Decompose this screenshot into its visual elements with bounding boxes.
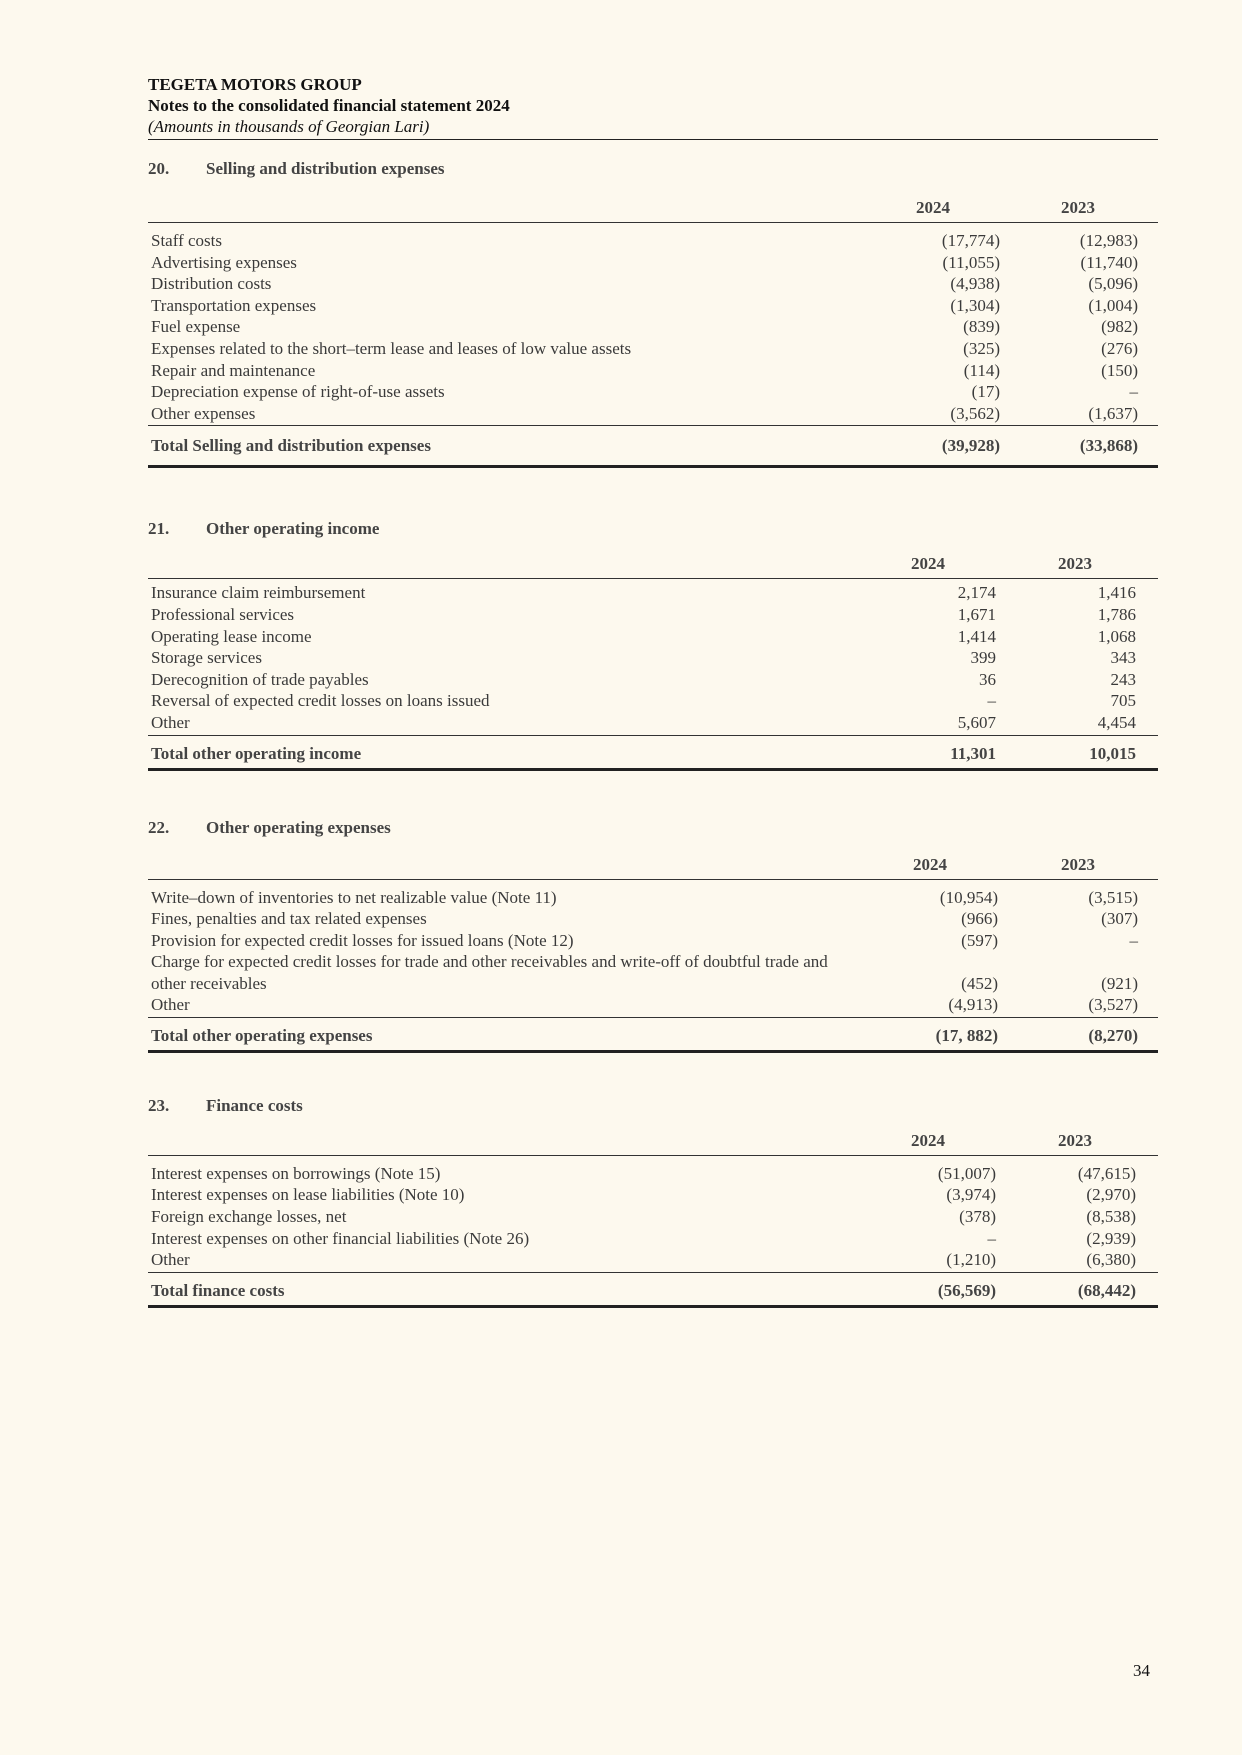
total-label: Total Selling and distribution expenses (151, 436, 431, 456)
table-row (148, 295, 1158, 317)
table-row (148, 1184, 1158, 1206)
table-row (148, 252, 1158, 274)
row-label: Fuel expense (151, 317, 241, 337)
table-row (148, 1163, 1158, 1185)
table-row (148, 582, 1158, 604)
total-row (148, 425, 1158, 468)
value-2024: (3,974) (946, 1185, 996, 1205)
table-row (148, 1206, 1158, 1228)
table-row (148, 604, 1158, 626)
value-2023: (150) (1101, 360, 1138, 380)
value-2023: (2,970) (1086, 1185, 1136, 1205)
value-2023: (307) (1101, 909, 1138, 929)
section-title (148, 518, 1158, 540)
value-2024: (17,774) (941, 231, 1000, 250)
table-rows (148, 880, 1158, 1017)
notes-title: Notes to the consolidated financial statement 2024 (148, 96, 510, 115)
value-2024: – (987, 1228, 996, 1248)
value-2024: (325) (963, 338, 1000, 358)
value-2024: (17) (971, 382, 1000, 402)
value-2024: (966) (961, 909, 998, 929)
table-row (148, 316, 1158, 338)
table-row (148, 403, 1158, 425)
section-finance-costs (148, 1095, 1158, 1308)
value-2024: (1,304) (950, 295, 1000, 315)
total-2023: (68,442) (1077, 1280, 1136, 1300)
table-row (148, 690, 1158, 712)
total-label: Total finance costs (151, 1280, 285, 1300)
total-2024: (17, 882) (935, 1025, 998, 1045)
total-2023: 10,015 (1089, 743, 1136, 763)
value-2024: (114) (963, 360, 1000, 380)
value-2023: (276) (1101, 338, 1138, 358)
value-2023: (3,515) (1088, 887, 1138, 907)
row-label: Interest expenses on borrowings (Note 15) (151, 1163, 441, 1183)
row-label: Fines, penalties and tax related expenses (151, 909, 427, 929)
row-label: Other (151, 995, 190, 1015)
year-2023: 2023 (1061, 854, 1095, 874)
total-2023: (33,868) (1079, 436, 1138, 456)
row-label: Storage services (151, 648, 262, 668)
table-row (148, 626, 1158, 648)
value-2023: (1,004) (1088, 295, 1138, 315)
row-label: Depreciation expense of right-of-use assets (151, 382, 445, 402)
page-number: 34 (1133, 1661, 1150, 1680)
value-2024: 2,174 (957, 583, 996, 603)
year-2023: 2023 (1058, 554, 1092, 574)
table-row (148, 887, 1158, 909)
section-heading: Finance costs (206, 1095, 303, 1115)
year-header (148, 1131, 1158, 1156)
table-row (148, 338, 1158, 360)
year-2023: 2023 (1058, 1130, 1092, 1150)
value-2024: 36 (979, 669, 996, 689)
row-label: Staff costs (151, 231, 222, 250)
value-2024: 399 (970, 648, 996, 668)
row-label: Advertising expenses (151, 252, 297, 272)
total-2024: 11,301 (950, 743, 996, 763)
table-row (148, 951, 1158, 994)
value-2023: 4,454 (1097, 712, 1136, 732)
value-2024: (597) (961, 930, 998, 950)
year-2023: 2023 (1061, 198, 1095, 217)
value-2024: (452) (961, 973, 998, 993)
value-2024: 5,607 (957, 712, 996, 732)
section-number: 20. (148, 159, 170, 178)
amounts-note: (Amounts in thousands of Georgian Lari) (148, 117, 430, 136)
row-label: Foreign exchange losses, net (151, 1207, 347, 1227)
table-row (148, 273, 1158, 295)
row-label: Reversal of expected credit losses on loans issued (151, 691, 490, 711)
table-row (148, 712, 1158, 734)
value-2023: (982) (1101, 317, 1138, 337)
value-2024: (3,562) (950, 403, 1000, 423)
total-label: Total other operating income (151, 743, 362, 763)
total-label: Total other operating expenses (151, 1025, 373, 1045)
year-2024: 2024 (913, 854, 947, 874)
section-other-operating-expenses (148, 817, 1158, 1053)
value-2023: (3,527) (1088, 995, 1138, 1015)
total-row (148, 1272, 1158, 1308)
row-label: Transportation expenses (151, 295, 317, 315)
value-2023: 343 (1110, 648, 1136, 668)
total-2024: (56,569) (937, 1280, 996, 1300)
value-2024: (4,938) (950, 274, 1000, 294)
page (148, 74, 1158, 1308)
value-2023: 1,416 (1097, 583, 1136, 603)
table-row (148, 647, 1158, 669)
row-label: Distribution costs (151, 274, 272, 294)
row-label: Insurance claim reimbursement (151, 583, 366, 603)
row-label: Professional services (151, 604, 295, 624)
value-2023: (11,740) (1080, 252, 1138, 272)
row-label: Interest expenses on lease liabilities (Note 10) (151, 1185, 465, 1205)
value-2023: (2,939) (1086, 1228, 1136, 1248)
section-title (148, 817, 1158, 839)
row-label: Other (151, 712, 190, 732)
value-2023: (47,615) (1077, 1163, 1136, 1183)
section-heading: Selling and distribution expenses (206, 159, 445, 178)
value-2024: 1,414 (957, 626, 996, 646)
table-row (148, 930, 1158, 952)
value-2023: 1,786 (1097, 604, 1136, 624)
year-header (148, 554, 1158, 579)
value-2024: – (987, 691, 996, 711)
table-row (148, 1228, 1158, 1250)
row-label: Derecognition of trade payables (151, 669, 369, 689)
header-rule (148, 139, 1158, 140)
table-row (148, 381, 1158, 403)
value-2023: (8,538) (1086, 1207, 1136, 1227)
value-2024: 1,671 (957, 604, 996, 624)
value-2023: 1,068 (1097, 626, 1136, 646)
total-row (148, 735, 1158, 771)
year-header (148, 198, 1158, 223)
total-2024: (39,928) (941, 436, 1000, 456)
section-selling-distribution (148, 158, 1158, 468)
section-heading: Other operating income (206, 519, 380, 539)
value-2023: (12,983) (1079, 231, 1138, 250)
value-2024: (1,210) (946, 1250, 996, 1270)
total-row (148, 1017, 1158, 1053)
value-2023: 243 (1110, 669, 1136, 689)
year-header (148, 855, 1158, 880)
year-2024: 2024 (911, 554, 945, 574)
page-header (148, 74, 1158, 140)
value-2023: (5,096) (1088, 274, 1138, 294)
table-rows (148, 223, 1158, 425)
section-heading: Other operating expenses (206, 817, 391, 837)
row-label: Expenses related to the short–term lease and leases of low value assets (151, 338, 632, 358)
value-2023: 705 (1110, 691, 1136, 711)
table-row (148, 994, 1158, 1016)
value-2023: – (1129, 930, 1138, 950)
row-label: Charge for expected credit losses for trade and other receivables and write-off of doubtful trade and other receivables (151, 952, 828, 993)
row-label: Interest expenses on other financial liabilities (Note 26) (151, 1228, 530, 1248)
row-label: Write–down of inventories to net realizable value (Note 11) (151, 887, 557, 907)
table-rows (148, 579, 1158, 734)
table-row (148, 1249, 1158, 1271)
value-2023: (921) (1101, 973, 1138, 993)
section-title (148, 1095, 1158, 1117)
year-2024: 2024 (916, 198, 950, 217)
section-number: 21. (148, 519, 170, 539)
value-2024: (11,055) (942, 252, 1000, 272)
row-label: Repair and maintenance (151, 360, 316, 380)
row-label: Other expenses (151, 403, 256, 423)
value-2024: (378) (959, 1207, 996, 1227)
value-2023: (6,380) (1086, 1250, 1136, 1270)
total-2023: (8,270) (1088, 1025, 1138, 1045)
row-label: Operating lease income (151, 626, 312, 646)
value-2023: – (1129, 382, 1138, 402)
year-2024: 2024 (911, 1130, 945, 1150)
table-row (148, 230, 1158, 252)
value-2024: (10,954) (939, 887, 998, 907)
table-rows (148, 1156, 1158, 1272)
value-2024: (839) (963, 317, 1000, 337)
table-row (148, 669, 1158, 691)
section-number: 23. (148, 1095, 170, 1115)
section-number: 22. (148, 817, 170, 837)
value-2024: (51,007) (937, 1163, 996, 1183)
value-2024: (4,913) (948, 995, 998, 1015)
row-label: Provision for expected credit losses for issued loans (Note 12) (151, 930, 574, 950)
section-title (148, 158, 1158, 180)
table-row (148, 360, 1158, 382)
row-label: Other (151, 1250, 190, 1270)
value-2023: (1,637) (1088, 403, 1138, 423)
section-other-operating-income (148, 518, 1158, 770)
company-name: TEGETA MOTORS GROUP (148, 75, 362, 94)
table-row (148, 908, 1158, 930)
